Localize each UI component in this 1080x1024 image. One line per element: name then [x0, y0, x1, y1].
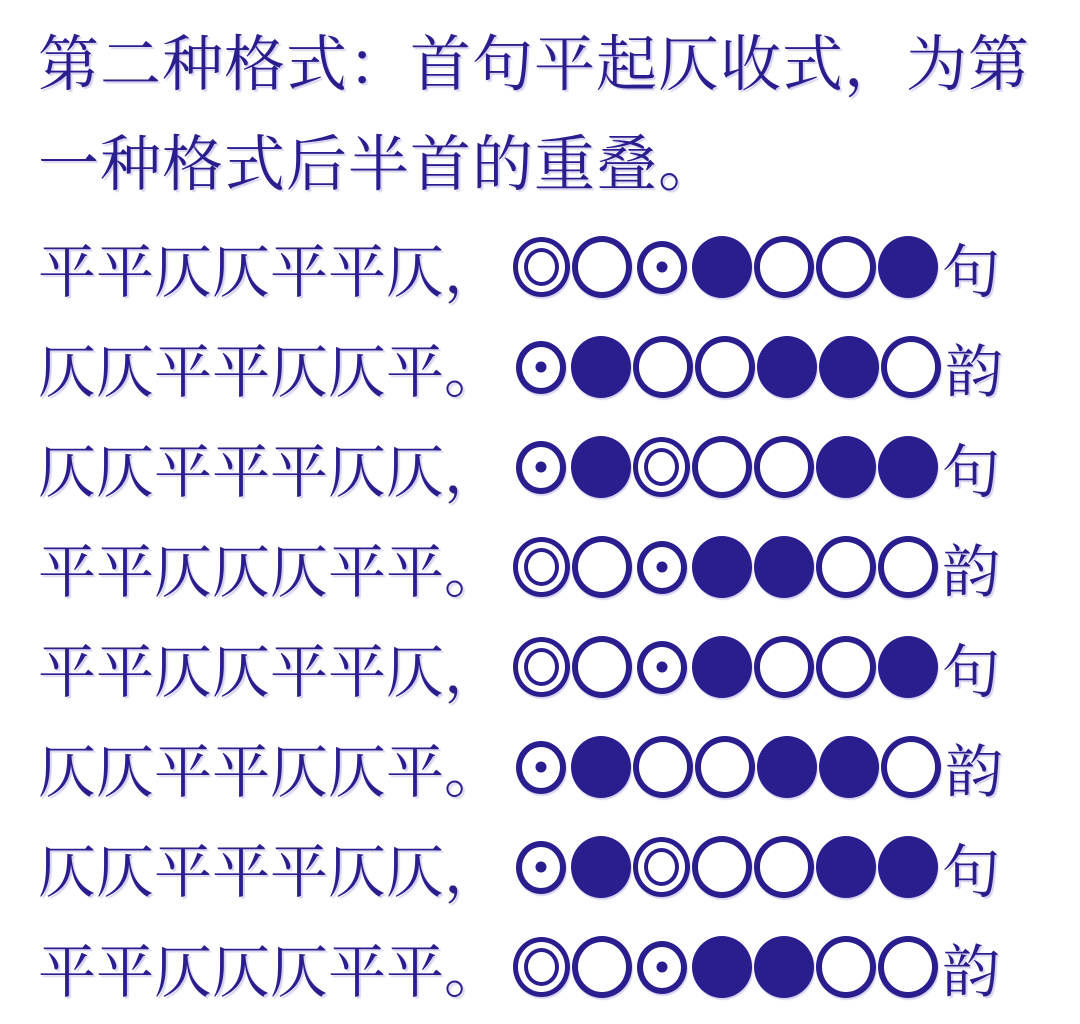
open-circle-icon — [572, 236, 632, 298]
open-circle-icon — [881, 336, 941, 398]
tone-text: 平平仄仄平平仄， — [38, 240, 503, 305]
open-circle-icon — [633, 336, 693, 398]
line-type-label: 句 — [942, 440, 1001, 505]
double-circle-icon — [633, 437, 690, 497]
open-circle-icon — [695, 736, 755, 798]
dotted-circle-icon — [637, 941, 687, 994]
tone-text: 仄仄平平仄仄平。 — [38, 340, 503, 405]
filled-circle-icon — [692, 236, 752, 298]
line-type-label: 韵 — [942, 540, 1001, 605]
tone-marks — [512, 536, 939, 598]
double-circle-icon — [513, 537, 570, 597]
tone-marks — [512, 236, 939, 298]
open-circle-icon — [754, 836, 814, 898]
tone-text: 仄仄平平仄仄平。 — [38, 740, 503, 805]
filled-circle-icon — [692, 536, 752, 598]
line-type-label: 韵 — [945, 340, 1004, 405]
pattern-row — [38, 317, 1060, 417]
open-circle-icon — [816, 536, 876, 598]
open-circle-icon — [754, 236, 814, 298]
open-circle-icon — [633, 736, 693, 798]
open-circle-icon — [572, 936, 632, 998]
title-line-2: 一种格式后半首的重叠。 — [38, 130, 721, 198]
open-circle-icon — [692, 836, 752, 898]
pattern-row — [38, 717, 1060, 817]
filled-circle-icon — [878, 636, 938, 698]
title-line-1: 第二种格式：首句平起仄收式，为第 — [38, 30, 1031, 98]
pattern-row — [38, 617, 1060, 717]
pattern-row — [38, 817, 1060, 917]
tone-text: 平平仄仄仄平平。 — [38, 540, 503, 605]
filled-circle-icon — [571, 836, 631, 898]
dotted-circle-icon — [516, 841, 566, 894]
filled-circle-icon — [878, 836, 938, 898]
filled-circle-icon — [571, 436, 631, 498]
dotted-circle-icon — [516, 341, 566, 394]
page-title — [38, 14, 1060, 214]
tone-text: 平平仄仄平平仄， — [38, 640, 503, 705]
open-circle-icon — [816, 636, 876, 698]
line-type-label: 韵 — [945, 740, 1004, 805]
pattern-row — [38, 517, 1060, 617]
dotted-circle-icon — [516, 741, 566, 794]
dotted-circle-icon — [516, 441, 566, 494]
open-circle-icon — [572, 636, 632, 698]
filled-circle-icon — [878, 236, 938, 298]
tone-text: 仄仄平平平仄仄， — [38, 840, 503, 905]
tone-text: 平平仄仄仄平平。 — [38, 940, 503, 1005]
open-circle-icon — [881, 736, 941, 798]
tone-marks — [512, 636, 939, 698]
filled-circle-icon — [816, 436, 876, 498]
tone-text: 仄仄平平平仄仄， — [38, 440, 503, 505]
dotted-circle-icon — [637, 241, 687, 294]
tone-marks — [512, 336, 942, 398]
open-circle-icon — [572, 536, 632, 598]
tone-marks — [512, 736, 942, 798]
tone-marks — [512, 436, 939, 498]
open-circle-icon — [754, 636, 814, 698]
line-type-label: 韵 — [942, 940, 1001, 1005]
open-circle-icon — [695, 336, 755, 398]
open-circle-icon — [816, 236, 876, 298]
pattern-row — [38, 217, 1060, 317]
filled-circle-icon — [571, 336, 631, 398]
tone-marks — [512, 936, 939, 998]
line-type-label: 句 — [942, 640, 1001, 705]
filled-circle-icon — [819, 736, 879, 798]
double-circle-icon — [633, 837, 690, 897]
filled-circle-icon — [692, 936, 752, 998]
filled-circle-icon — [692, 636, 752, 698]
filled-circle-icon — [757, 736, 817, 798]
filled-circle-icon — [757, 336, 817, 398]
pattern-rows — [38, 217, 1060, 1017]
tone-marks — [512, 836, 939, 898]
pattern-row — [38, 917, 1060, 1017]
dotted-circle-icon — [637, 541, 687, 594]
filled-circle-icon — [754, 936, 814, 998]
filled-circle-icon — [819, 336, 879, 398]
double-circle-icon — [513, 937, 570, 997]
double-circle-icon — [513, 237, 570, 297]
open-circle-icon — [692, 436, 752, 498]
line-type-label: 句 — [942, 240, 1001, 305]
pattern-row — [38, 417, 1060, 517]
open-circle-icon — [878, 536, 938, 598]
line-type-label: 句 — [942, 840, 1001, 905]
filled-circle-icon — [754, 536, 814, 598]
filled-circle-icon — [571, 736, 631, 798]
open-circle-icon — [878, 936, 938, 998]
dotted-circle-icon — [637, 641, 687, 694]
open-circle-icon — [816, 936, 876, 998]
filled-circle-icon — [878, 436, 938, 498]
open-circle-icon — [754, 436, 814, 498]
double-circle-icon — [513, 637, 570, 697]
filled-circle-icon — [816, 836, 876, 898]
